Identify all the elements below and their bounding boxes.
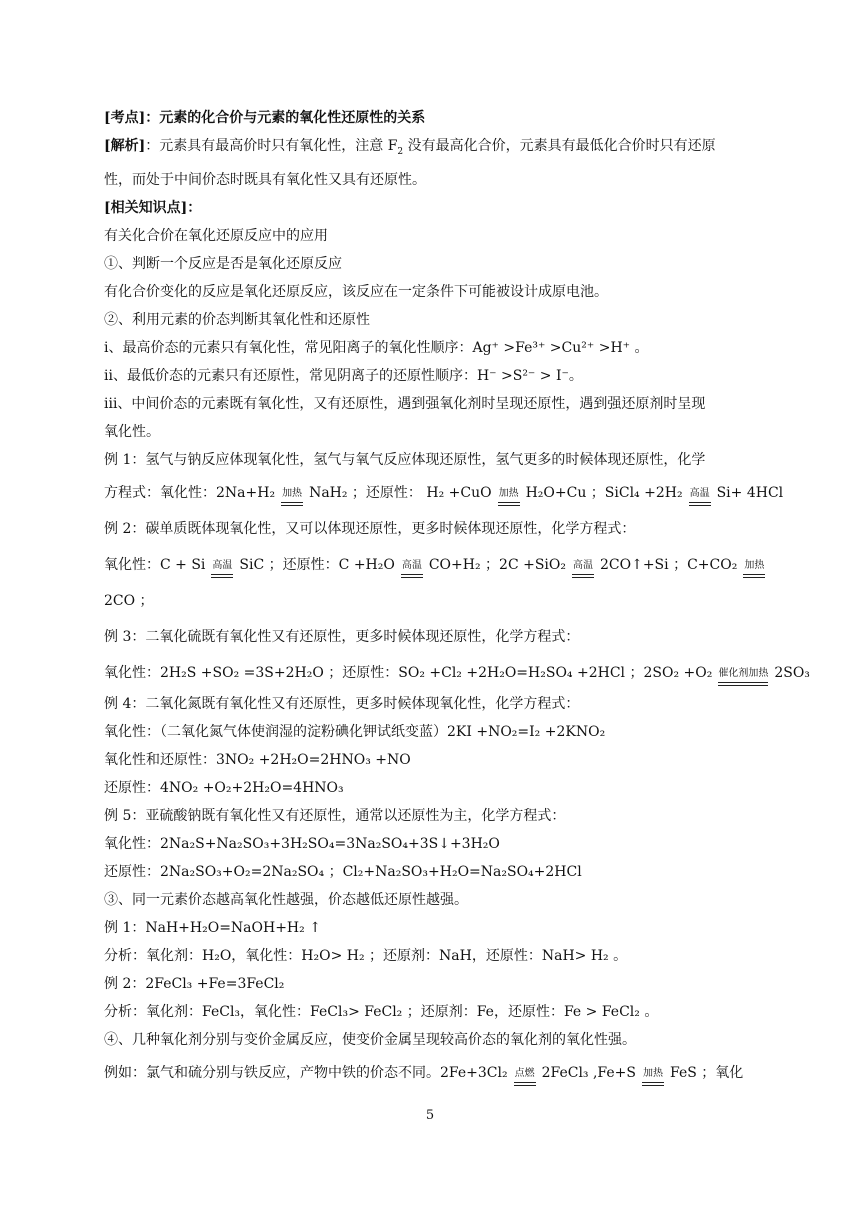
reaction-condition: 高温 bbox=[572, 561, 594, 578]
paragraph: 有关化合价在氧化还原反应中的应用 bbox=[104, 227, 328, 244]
analysis-line-2: 性，而处于中间价态时既具有氧化性又具有还原性。 bbox=[104, 171, 426, 188]
paragraph: 例 1：氢气与钠反应体现氧化性，氢气与氧气反应体现还原性，氢气更多的时候体现还原性，化学 bbox=[104, 451, 706, 468]
reaction-condition: 高温 bbox=[211, 561, 233, 578]
equation-line: 例如：氯气和硫分别与铁反应，产物中铁的价态不同。2Fe+3Cl₂ 点燃 2FeCl₃ ,Fe+S 加热 FeS ；氧化 bbox=[104, 1054, 764, 1090]
paragraph: 氧化性和还原性：3NO₂ +2H₂O=2HNO₃ +NO bbox=[104, 751, 411, 768]
page-number: 5 bbox=[425, 1108, 435, 1123]
paragraph: 例 2：碳单质既体现氧化性，又可以体现还原性，更多时候体现还原性，化学方程式： bbox=[104, 520, 636, 537]
analysis-line-1: [解析]：元素具有最高价时只有氧化性，注意 $F_2$ 没有最高化合价，元素具有最低化合价时只有还原 bbox=[104, 138, 716, 157]
paragraph: 例 4：二氧化氮既有氧化性又有还原性，更多时候体现氧化性，化学方程式： bbox=[104, 695, 580, 712]
reaction-condition: 催化剂加热 bbox=[718, 669, 768, 686]
kaodian-heading: [考点]：元素的化合价与元素的氧化性还原性的关系 bbox=[104, 110, 426, 126]
equation-line: 氧化性：2H₂S +SO₂ =3S+2H₂O ；还原性：SO₂ +Cl₂ +2H₂O=H₂SO₄ +2HCl ；2SO₂ +O₂ 催化剂加热 2SO₃ bbox=[104, 654, 764, 690]
reaction-condition: 点燃 bbox=[514, 1069, 536, 1086]
paragraph: ⅰ、最高价态的元素只有氧化性，常见阳离子的氧化性顺序：Ag⁺ >Fe³⁺ >Cu²⁺ >H⁺ 。 bbox=[104, 339, 649, 356]
paragraph: ①、判断一个反应是否是氧化还原反应 bbox=[104, 255, 342, 272]
paragraph: 还原性：4NO₂ +O₂+2H₂O=4HNO₃ bbox=[104, 779, 344, 796]
reaction-condition: 高温 bbox=[401, 561, 423, 578]
document-page bbox=[104, 104, 810, 1090]
paragraph: 氧化性：2Na₂S+Na₂SO₃+3H₂SO₄=3Na₂SO₄+3S↓+3H₂O bbox=[104, 835, 500, 852]
paragraph: 例 5：亚硫酸钠既有氧化性又有还原性，通常以还原性为主，化学方程式： bbox=[104, 807, 566, 824]
paragraph: ②、利用元素的价态判断其氧化性和还原性 bbox=[104, 311, 370, 328]
paragraph: ④、几种氧化剂分别与变价金属反应，使变价金属呈现较高价态的氧化剂的氧化性强。 bbox=[104, 1031, 636, 1048]
related-knowledge-heading: [相关知识点]： bbox=[104, 199, 202, 216]
paragraph: 还原性：2Na₂SO₃+O₂=2Na₂SO₄ ；Cl₂+Na₂SO₃+H₂O=Na₂SO₄+2HCl bbox=[104, 863, 582, 880]
reaction-condition: 加热 bbox=[498, 489, 520, 506]
paragraph: ⅱ、最低价态的元素只有还原性，常见阴离子的还原性顺序：H⁻ >S²⁻ > I⁻。 bbox=[104, 367, 583, 384]
paragraph: 分析：氧化剂：FeCl₃，氧化性：FeCl₃> FeCl₂ ；还原剂：Fe，还原性：Fe > FeCl₂ 。 bbox=[104, 1003, 659, 1020]
paragraph: 例 1：NaH+H₂O=NaOH+H₂ ↑ bbox=[104, 919, 321, 936]
paragraph: 分析：氧化剂：H₂O，氧化性：H₂O> H₂ ；还原剂：NaH，还原性：NaH> H₂ 。 bbox=[104, 947, 628, 964]
paragraph: 例 3：二氧化硫既有氧化性又有还原性，更多时候体现还原性，化学方程式： bbox=[104, 628, 580, 645]
equation-line: 方程式：氧化性：2Na+H₂ 加热 NaH₂ ；还原性： H₂ +CuO 加热 H₂O+Cu ；SiCl₄ +2H₂ 高温 Si+ 4HCl bbox=[104, 474, 764, 510]
paragraph: 氧化性。 bbox=[104, 423, 160, 440]
paragraph: ⅲ、中间价态的元素既有氧化性，又有还原性，遇到强氧化剂时呈现还原性，遇到强还原剂时呈现 bbox=[104, 395, 706, 412]
reaction-condition: 加热 bbox=[642, 1069, 664, 1086]
reaction-condition: 加热 bbox=[281, 489, 303, 506]
paragraph: 例 2：2FeCl₃ +Fe=3FeCl₂ bbox=[104, 975, 285, 992]
reaction-condition: 加热 bbox=[743, 561, 765, 578]
paragraph: 氧化性：（二氧化氮气体使润湿的淀粉碘化钾试纸变蓝）2KI +NO₂=I₂ +2KNO₂ bbox=[104, 723, 606, 740]
equation-line: 氧化性：C + Si 高温 SiC ；还原性：C +H₂O 高温 CO+H₂ ；2C +SiO₂ 高温 2CO↑+Si ；C+CO₂ 加热 bbox=[104, 546, 764, 582]
paragraph: 有化合价变化的反应是氧化还原反应，该反应在一定条件下可能被设计成原电池。 bbox=[104, 283, 608, 300]
equation-continuation: 2CO ； bbox=[104, 592, 154, 609]
paragraph: ③、同一元素价态越高氧化性越强，价态越低还原性越强。 bbox=[104, 891, 468, 908]
reaction-condition: 高温 bbox=[689, 489, 711, 506]
